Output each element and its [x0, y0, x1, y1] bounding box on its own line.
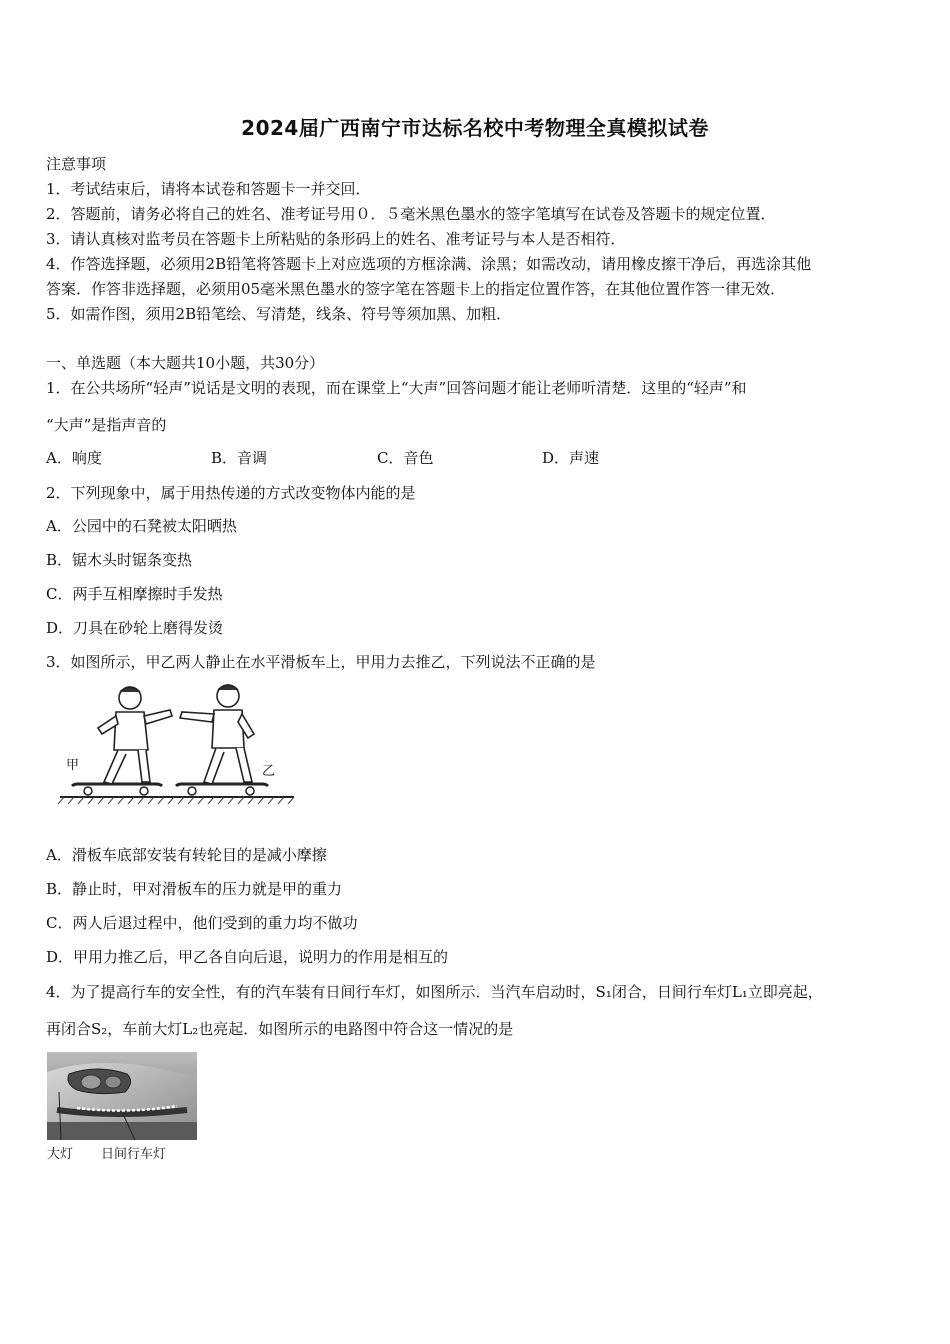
label-daytime-running-light: 日间行车灯 — [101, 1147, 167, 1162]
option-d: D．刀具在砂轮上磨得发烫 — [46, 619, 224, 637]
option-c: C．音色 — [377, 449, 434, 467]
figure-label-jia: 甲 — [66, 758, 80, 773]
option-a: A．响度 — [46, 449, 102, 467]
notice-item: 5．如需作图，须用2B铅笔绘、写清楚，线条、符号等须加黑、加粗． — [46, 305, 512, 323]
question-2-stem: 2．下列现象中，属于用热传递的方式改变物体内能的是 — [46, 484, 416, 502]
question-1-stem: “大声”是指声音的 — [46, 416, 167, 434]
option-b: B．音调 — [211, 449, 268, 467]
question-4-stem: 4．为了提高行车的安全性，有的汽车装有日间行车灯，如图所示．当汽车启动时，S₁闭合，日间行车灯L₁立即亮起， — [46, 983, 823, 1001]
document-title: 2024届广西南宁市达标名校中考物理全真模拟试卷 — [241, 116, 709, 140]
option-b: B．锯木头时锯条变热 — [46, 551, 193, 569]
option-d: D．甲用力推乙后，甲乙各自向后退，说明力的作用是相互的 — [46, 948, 449, 966]
section-heading: 一、单选题（本大题共10小题，共30分） — [46, 354, 325, 372]
skateboard-figure — [58, 680, 298, 810]
notice-item: 3．请认真核对监考员在答题卡上所粘贴的条形码上的姓名、准考证号与本人是否相符． — [46, 230, 626, 248]
label-headlight: 大灯 — [47, 1147, 74, 1162]
figure-label-yi: 乙 — [262, 764, 276, 779]
question-4-stem: 再闭合S₂，车前大灯L₂也亮起．如图所示的电路图中符合这一情况的是 — [46, 1020, 514, 1038]
notice-item: 答案．作答非选择题，必须用05毫米黑色墨水的签字笔在答题卡上的指定位置作答，在其他位置作答一律无效． — [46, 280, 786, 298]
option-a: A．滑板车底部安装有转轮目的是减小摩擦 — [46, 846, 327, 864]
option-c: C．两手互相摩擦时手发热 — [46, 585, 223, 603]
option-d: D．声速 — [542, 449, 600, 467]
question-1-options — [46, 447, 746, 467]
notice-item: 2．答题前，请务必将自己的姓名、准考证号用０．５毫米黑色墨水的签字笔填写在试卷及答题卡的规定位置． — [46, 205, 776, 223]
car-light-figure — [47, 1052, 197, 1162]
question-3-stem: 3．如图所示，甲乙两人静止在水平滑板车上，甲用力去推乙，下列说法不正确的是 — [46, 653, 596, 671]
notice-heading: 注意事项 — [46, 155, 107, 173]
option-c: C．两人后退过程中，他们受到的重力均不做功 — [46, 914, 358, 932]
notice-item: 4．作答选择题，必须用2B铅笔将答题卡上对应选项的方框涂满、涂黑；如需改动，请用橡皮擦干净后，再选涂其他 — [46, 255, 812, 273]
question-1-stem: 1．在公共场所“轻声”说话是文明的表现，而在课堂上“大声”回答问题才能让老师听清楚．这里的“轻声”和 — [46, 379, 747, 397]
notice-item: 1．考试结束后，请将本试卷和答题卡一并交回． — [46, 180, 371, 198]
option-a: A．公园中的石凳被太阳晒热 — [46, 517, 237, 535]
car-light-photo — [47, 1052, 197, 1140]
skateboard-illustration — [58, 680, 298, 810]
option-b: B．静止时，甲对滑板车的压力就是甲的重力 — [46, 880, 343, 898]
